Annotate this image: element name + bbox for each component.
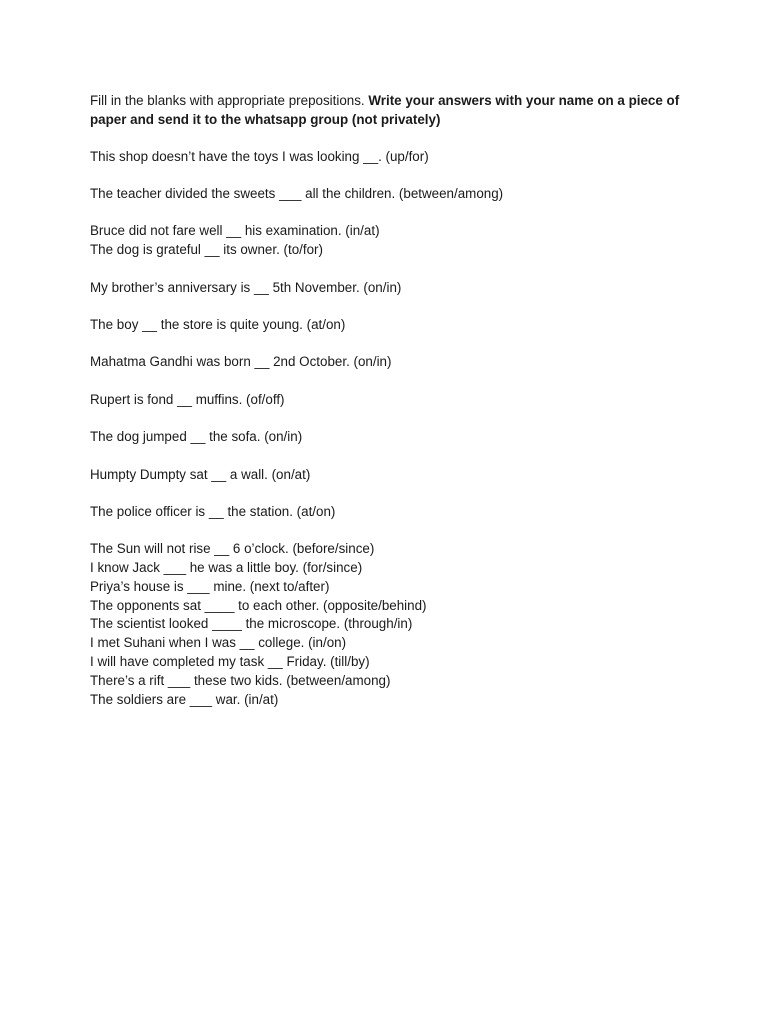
question-group-10 xyxy=(90,503,690,522)
question-group-3 xyxy=(90,222,690,260)
question: The opponents sat ____ to each other. (opposite/behind) xyxy=(90,597,427,613)
question: The scientist looked ____ the microscope. (through/in) xyxy=(90,616,413,632)
question-group-7 xyxy=(90,391,690,410)
question: The teacher divided the sweets ___ all the children. (between/among) xyxy=(90,185,504,201)
question: Humpty Dumpty sat __ a wall. (on/at) xyxy=(90,466,311,482)
question: Mahatma Gandhi was born __ 2nd October. (on/in) xyxy=(90,354,392,370)
question-group-11 xyxy=(90,540,690,709)
question: The soldiers are ___ war. (in/at) xyxy=(90,691,279,707)
question: Bruce did not fare well __ his examination. (in/at) xyxy=(90,223,380,239)
question: Priya’s house is ___ mine. (next to/after) xyxy=(90,578,330,594)
worksheet xyxy=(90,92,690,728)
question: The boy __ the store is quite young. (at/on) xyxy=(90,316,346,332)
question-group-9 xyxy=(90,466,690,485)
question-group-6 xyxy=(90,353,690,372)
question: I will have completed my task __ Friday. (till/by) xyxy=(90,654,370,670)
question-group-2 xyxy=(90,185,690,204)
question: My brother’s anniversary is __ 5th November. (on/in) xyxy=(90,279,402,295)
question: The police officer is __ the station. (at/on) xyxy=(90,503,336,519)
question-group-4 xyxy=(90,279,690,298)
question: The dog jumped __ the sofa. (on/in) xyxy=(90,429,303,445)
question-group-5 xyxy=(90,316,690,335)
question: There’s a rift ___ these two kids. (between/among) xyxy=(90,672,391,688)
question: This shop doesn’t have the toys I was looking __. (up/for) xyxy=(90,148,429,164)
question: I know Jack ___ he was a little boy. (for/since) xyxy=(90,560,363,576)
instructions-bold: Write your answers with your name on a piece of paper and send it to the whatsapp group (not privately) xyxy=(90,93,680,127)
question: The dog is grateful __ its owner. (to/for) xyxy=(90,242,323,258)
question: I met Suhani when I was __ college. (in/on) xyxy=(90,635,347,651)
question-group-1 xyxy=(90,148,690,167)
instructions xyxy=(90,92,690,130)
instructions-plain: Fill in the blanks with appropriate prepositions. xyxy=(90,93,369,108)
question: Rupert is fond __ muffins. (of/off) xyxy=(90,391,285,407)
question-group-8 xyxy=(90,428,690,447)
question: The Sun will not rise __ 6 o’clock. (before/since) xyxy=(90,541,375,557)
